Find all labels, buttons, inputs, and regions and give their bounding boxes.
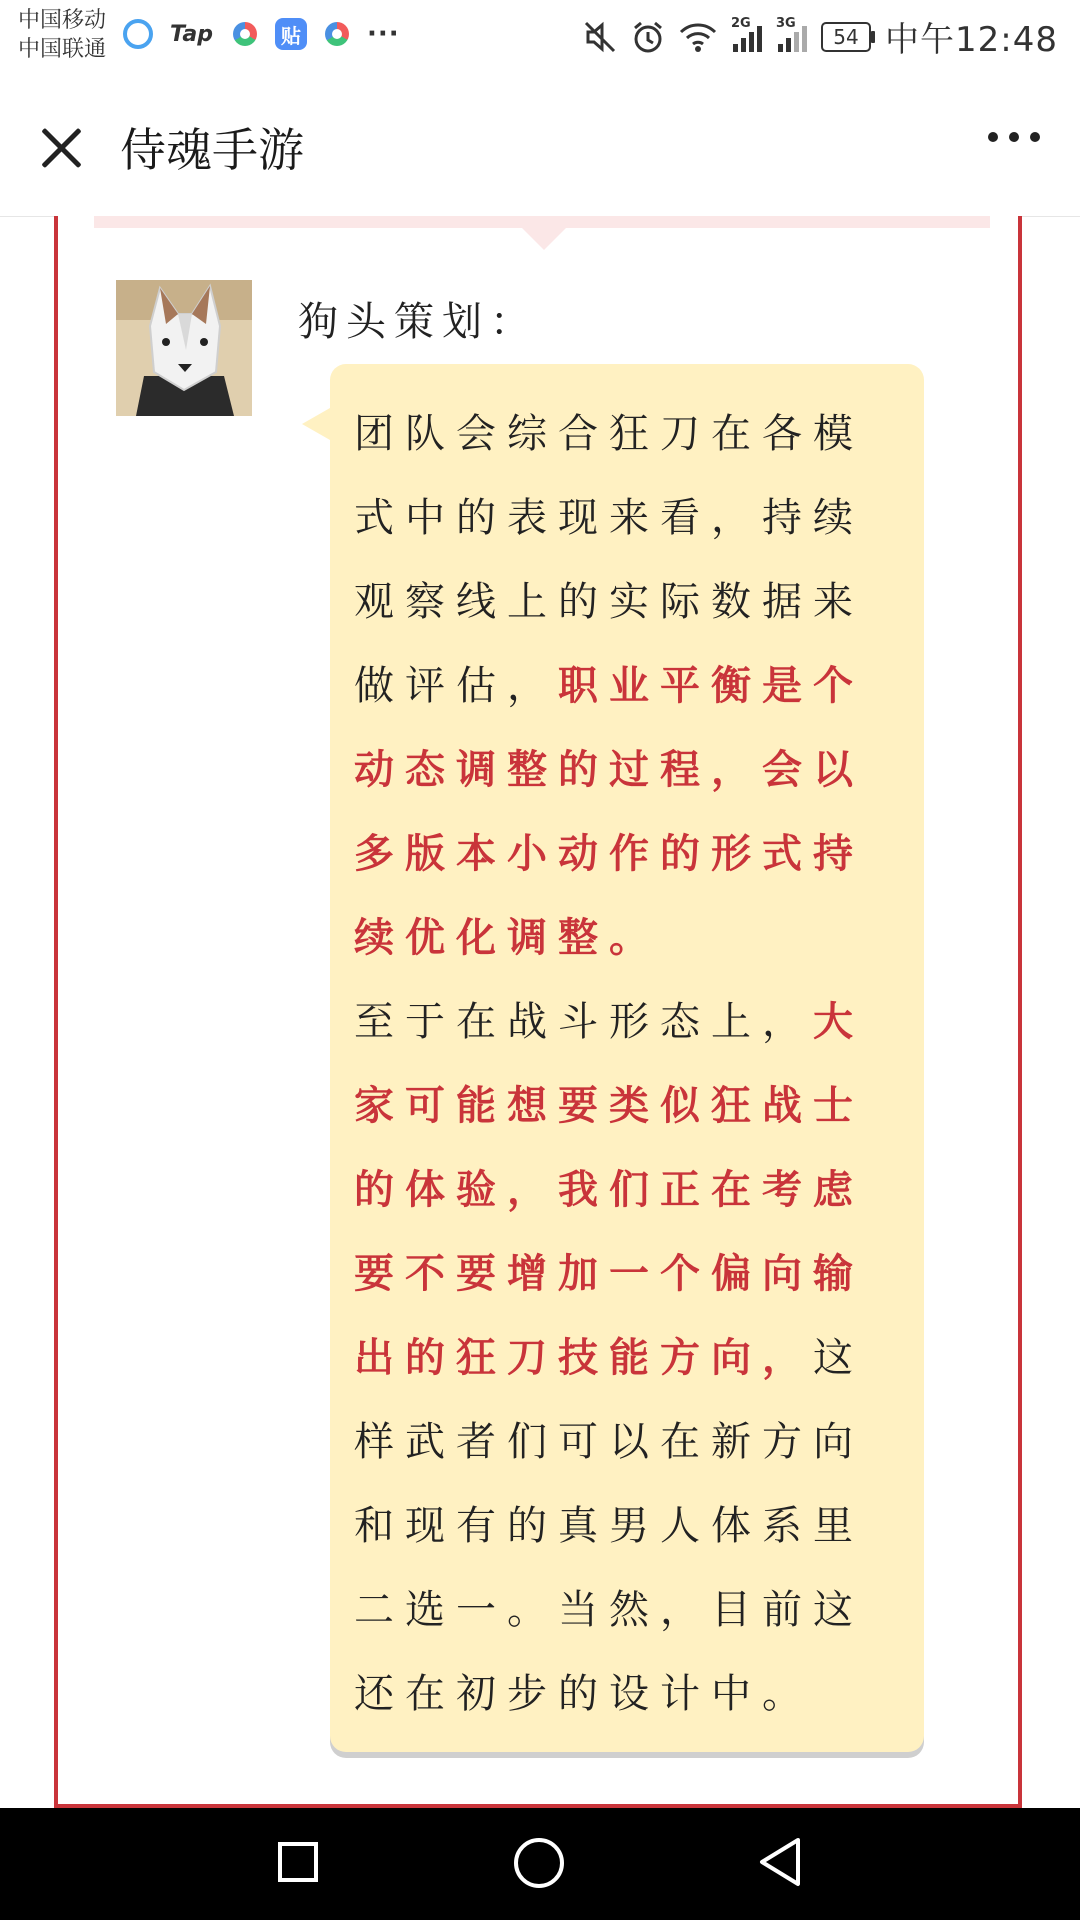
previous-bubble-pointer (522, 228, 566, 250)
navigation-bar (0, 1808, 1080, 1920)
body-text: 这样武者们可以在新方向和现有的真男人体系里二选一。当然，目前这还在初步的设计中。 (354, 1335, 864, 1717)
notification-icons (122, 18, 400, 50)
page-title: 侍魂手游 (120, 123, 304, 177)
title-bar (0, 76, 1080, 217)
carrier-1: 中国移动 (18, 8, 107, 33)
carrier-info (18, 6, 106, 64)
clock: 中午12:48 (885, 20, 1058, 60)
dot-icon (1009, 132, 1019, 142)
mute-icon (583, 20, 617, 54)
net-type-2: 3G (776, 15, 796, 31)
chrome-icon-2 (321, 18, 353, 50)
avatar (116, 280, 252, 416)
recent-apps-button[interactable] (278, 1842, 318, 1882)
qq-browser-icon (122, 18, 154, 50)
carrier-2: 中国联通 (18, 37, 107, 62)
speech-bubble (330, 364, 924, 1752)
highlighted-text: 大家可能想要类似狂战士的体验，我们正在考虑要不要增加一个偏向输出的狂刀技能方向， (354, 999, 864, 1381)
bubble-tail (302, 408, 330, 440)
body-text: 至于在战斗形态上， (354, 999, 813, 1045)
signal-2g-icon (731, 15, 762, 52)
dot-icon (988, 132, 998, 142)
wifi-icon (679, 21, 717, 53)
net-type-1: 2G (731, 15, 751, 31)
dog-mask-avatar-icon (116, 280, 252, 416)
taptap-icon: Tap (170, 21, 213, 47)
back-button[interactable] (756, 1836, 802, 1892)
alarm-icon (631, 20, 665, 54)
close-button[interactable] (30, 118, 90, 178)
chrome-icon (229, 18, 261, 50)
body-text: 团队会综合狂刀在各模式中的表现来看，持续观察线上的实际数据来做评估， (354, 411, 864, 709)
signal-3g-icon (776, 15, 807, 52)
more-notifications-icon: ··· (367, 19, 400, 49)
tieba-icon: 贴 (275, 18, 307, 50)
article-frame (54, 216, 1022, 1808)
dot-icon (1030, 132, 1040, 142)
home-button[interactable] (514, 1838, 564, 1888)
status-bar (0, 0, 1080, 76)
previous-bubble-edge (94, 216, 990, 228)
speaker-name: 狗头策划： (298, 299, 538, 345)
highlighted-text: 职业平衡是个动态调整的过程，会以多版本小动作的形式持续优化调整。 (354, 663, 864, 961)
more-options-button[interactable] (988, 132, 1040, 142)
back-triangle-icon (756, 1836, 802, 1888)
system-status (583, 12, 1058, 61)
battery-indicator: 54 (821, 22, 871, 52)
bubble-text (354, 392, 900, 1736)
